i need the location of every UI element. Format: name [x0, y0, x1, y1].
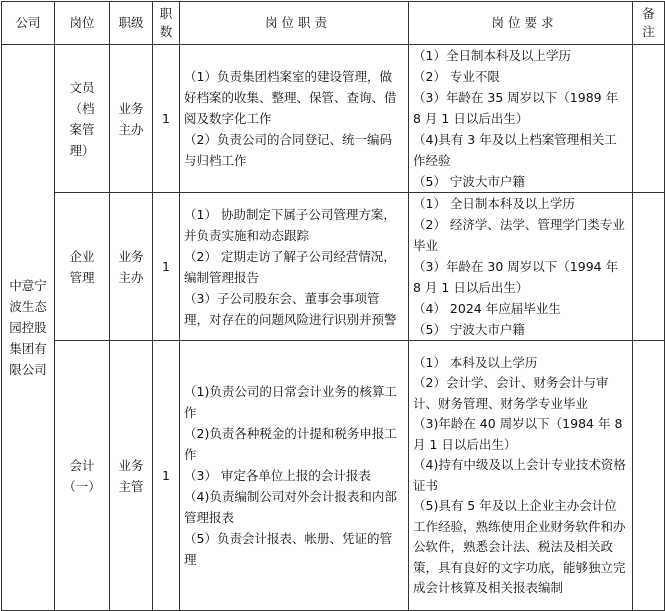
level-cell: 业务 主管 [110, 341, 153, 611]
header-company: 公司 [2, 2, 55, 45]
remark-cell [633, 193, 665, 341]
table-row [2, 341, 665, 611]
header-position: 岗位 [55, 2, 110, 45]
position-cell: 会计 （一） [55, 341, 110, 611]
recruitment-table [1, 1, 665, 611]
requirements-cell: （1） 全日制本科及以上学历 （2） 经济学、法学、管理学门类专业毕业 （3）年龄在 30 周岁以下（1994 年 8 月 1 日以后出生） （4） 2024 年应届毕业生 （5） 宁波大市户籍 [409, 193, 633, 341]
count-cell: 1 [153, 341, 180, 611]
count-cell: 1 [153, 193, 180, 341]
header-duties: 岗 位 职 责 [180, 2, 409, 45]
table-row [2, 193, 665, 341]
header-requirements: 岗 位 要 求 [409, 2, 633, 45]
position-cell: 企业 管理 [55, 193, 110, 341]
header-remark: 备 注 [633, 2, 665, 45]
company-cell: 中意宁 波生态 园控股 集团有 限公司 [2, 45, 55, 611]
duties-cell: （1） 协助制定下属子公司管理方案，并负责实施和动态跟踪 （2） 定期走访了解子公司经营情况，编制管理报告 （3）子公司股东会、董事会事项管理，对存在的问题风险进行识别并预警 [180, 193, 409, 341]
table-row [2, 45, 665, 193]
duties-cell: （1）负责集团档案室的建设管理，做好档案的收集、整理、保管、查询、借阅及数字化工作 （2）负责公司的合同登记、统一编码与归档工作 [180, 45, 409, 193]
requirements-cell: （1）全日制本科及以上学历 （2） 专业不限 （3）年龄在 35 周岁以下（1989 年 8 月 1 日以后出生） （4)具有 3 年及以上档案管理相关工作经验 （5） 宁波大市户籍 [409, 45, 633, 193]
requirements-cell: （1） 本科及以上学历 （2）会计学、会计、财务会计与审计、财务管理、财务学专业毕业 （3)年龄在 40 周岁以下（1984 年 8 月 1 日以后出生） （4)持有中级及以上会计专业技术资格证书 （5)具有 5 年及以上企业主办会计位工作经验，熟练使用企业财务软件和办公软件，熟悉会计法、税法及相关政策，具有良好的文字功底，能够独立完成会计核算及相关报表编制 [409, 341, 633, 611]
duties-cell: （1)负责公司的日常会计业务的核算工作 （2)负责各种税金的计提和税务申报工作 （3） 审定各单位上报的会计报表 （4)负责编制公司对外会计报表和内部管理报表 （5）负责会计报表、帐册、凭证的管理 [180, 341, 409, 611]
position-cell: 文员 （档 案管 理） [55, 45, 110, 193]
count-cell: 1 [153, 45, 180, 193]
remark-cell [633, 341, 665, 611]
header-count: 职 数 [153, 2, 180, 45]
level-cell: 业务 主办 [110, 193, 153, 341]
header-row [2, 2, 665, 45]
level-cell: 业务 主办 [110, 45, 153, 193]
header-level: 职级 [110, 2, 153, 45]
remark-cell [633, 45, 665, 193]
